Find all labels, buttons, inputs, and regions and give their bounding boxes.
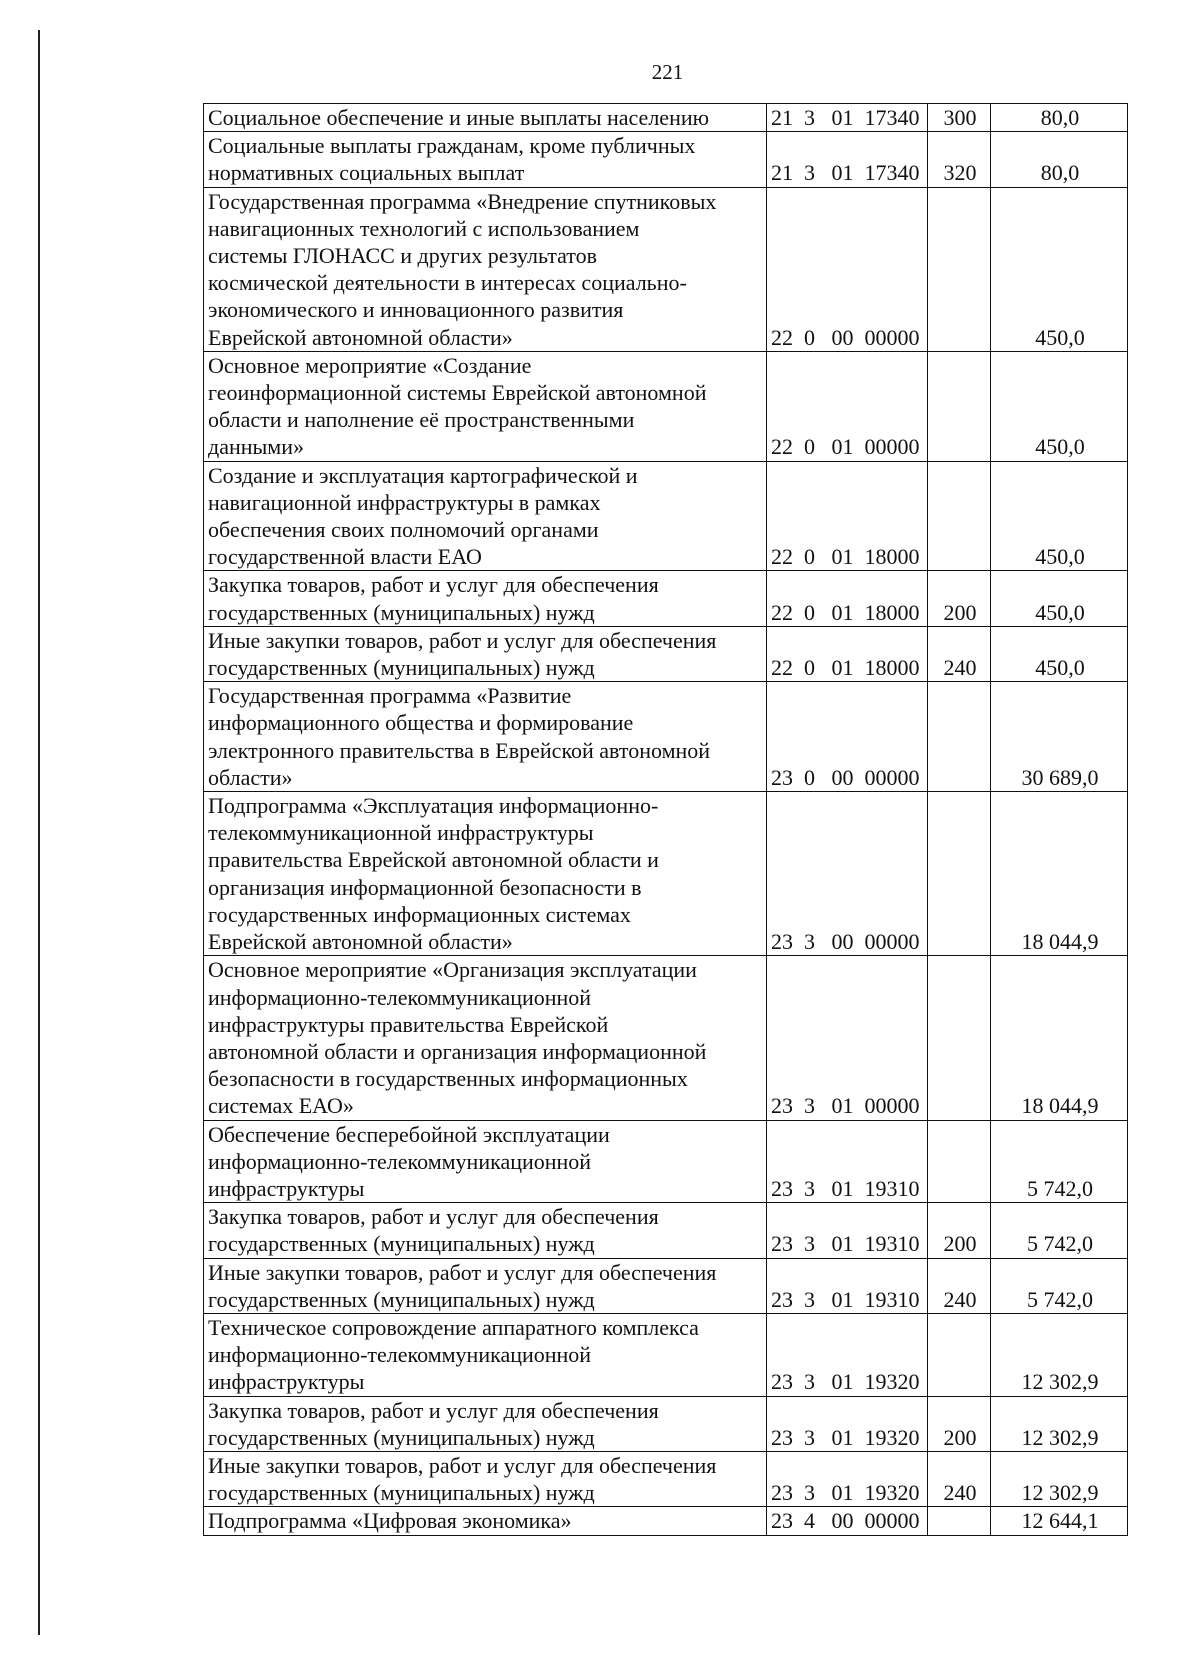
row-name-cell: Социальное обеспечение и иные выплаты населению (204, 104, 767, 132)
expense-type-code-cell: 200 (928, 571, 991, 626)
expense-type-code-cell: 200 (928, 1203, 991, 1258)
amount-cell: 5 742,0 (991, 1120, 1128, 1203)
amount-cell: 450,0 (991, 351, 1128, 461)
amount-cell: 12 302,9 (991, 1396, 1128, 1451)
target-article-code-cell: 23 4 00 00000 (767, 1507, 928, 1535)
target-article-code-cell: 21 3 01 17340 (767, 132, 928, 187)
amount-cell: 450,0 (991, 626, 1128, 681)
expense-type-code-cell: 320 (928, 132, 991, 187)
amount-cell: 80,0 (991, 104, 1128, 132)
amount-cell: 5 742,0 (991, 1258, 1128, 1313)
row-name-cell: Основное мероприятие «Организация эксплуатации информационно-телекоммуникационной инфраструктуры правительства Еврейской автономной области и организация информационной безопасности в государственных информационных системах ЕАО» (204, 956, 767, 1120)
page-number: 221 (651, 60, 684, 84)
table-row (204, 1396, 1128, 1451)
budget-table-body (204, 104, 1128, 1536)
row-name-cell: Создание и эксплуатация картографической и навигационной инфраструктуры в рамках обеспечения своих полномочий органами государственной власти ЕАО (204, 461, 767, 571)
target-article-code-cell: 22 0 01 00000 (767, 351, 928, 461)
amount-cell: 80,0 (991, 132, 1128, 187)
row-name-cell: Социальные выплаты гражданам, кроме публичных нормативных социальных выплат (204, 132, 767, 187)
table-row (204, 1258, 1128, 1313)
expense-type-code-cell (928, 956, 991, 1120)
expense-type-code-cell: 240 (928, 1258, 991, 1313)
expense-type-code-cell: 300 (928, 104, 991, 132)
amount-cell: 450,0 (991, 187, 1128, 351)
row-name-cell: Закупка товаров, работ и услуг для обеспечения государственных (муниципальных) нужд (204, 1396, 767, 1451)
row-name-cell: Государственная программа «Развитие информационного общества и формирование электронного правительства в Еврейской автономной области» (204, 682, 767, 792)
target-article-code-cell: 22 0 01 18000 (767, 571, 928, 626)
table-row (204, 626, 1128, 681)
table-row (204, 351, 1128, 461)
row-name-cell: Иные закупки товаров, работ и услуг для обеспечения государственных (муниципальных) нужд (204, 1258, 767, 1313)
row-name-cell: Техническое сопровождение аппаратного комплекса информационно-телекоммуникационной инфраструктуры (204, 1313, 767, 1396)
amount-cell: 12 302,9 (991, 1451, 1128, 1506)
table-row (204, 461, 1128, 571)
target-article-code-cell: 23 0 00 00000 (767, 682, 928, 792)
table-row (204, 187, 1128, 351)
row-name-cell: Подпрограмма «Эксплуатация информационно- телекоммуникационной инфраструктуры правительства Еврейской автономной области и организация информационной безопасности в государственных информационных системах Еврейской автономной области» (204, 792, 767, 956)
target-article-code-cell: 23 3 01 19320 (767, 1396, 928, 1451)
target-article-code-cell: 22 0 01 18000 (767, 626, 928, 681)
scan-margin-line (38, 30, 40, 1635)
table-row (204, 1451, 1128, 1506)
row-name-cell: Основное мероприятие «Создание геоинформационной системы Еврейской автономной области и наполнение её пространственными данными» (204, 351, 767, 461)
row-name-cell: Закупка товаров, работ и услуг для обеспечения государственных (муниципальных) нужд (204, 571, 767, 626)
target-article-code-cell: 23 3 01 19310 (767, 1203, 928, 1258)
table-row (204, 104, 1128, 132)
expense-type-code-cell (928, 682, 991, 792)
row-name-cell: Иные закупки товаров, работ и услуг для обеспечения государственных (муниципальных) нужд (204, 626, 767, 681)
table-row (204, 1120, 1128, 1203)
table-row (204, 792, 1128, 956)
table-row (204, 956, 1128, 1120)
row-name-cell: Государственная программа «Внедрение спутниковых навигационных технологий с использованием системы ГЛОНАСС и других результатов космической деятельности в интересах социально- экономического и инновационного развития Еврейской автономной области» (204, 187, 767, 351)
expense-type-code-cell (928, 351, 991, 461)
row-name-cell: Иные закупки товаров, работ и услуг для обеспечения государственных (муниципальных) нужд (204, 1451, 767, 1506)
target-article-code-cell: 23 3 00 00000 (767, 792, 928, 956)
row-name-cell: Обеспечение бесперебойной эксплуатации информационно-телекоммуникационной инфраструктуры (204, 1120, 767, 1203)
expense-type-code-cell (928, 792, 991, 956)
table-row (204, 682, 1128, 792)
row-name-cell: Закупка товаров, работ и услуг для обеспечения государственных (муниципальных) нужд (204, 1203, 767, 1258)
target-article-code-cell: 21 3 01 17340 (767, 104, 928, 132)
target-article-code-cell: 22 0 00 00000 (767, 187, 928, 351)
amount-cell: 12 644,1 (991, 1507, 1128, 1535)
expense-type-code-cell: 240 (928, 626, 991, 681)
amount-cell: 12 302,9 (991, 1313, 1128, 1396)
amount-cell: 18 044,9 (991, 956, 1128, 1120)
target-article-code-cell: 22 0 01 18000 (767, 461, 928, 571)
expense-type-code-cell (928, 1120, 991, 1203)
table-row (204, 1507, 1128, 1535)
row-name-cell: Подпрограмма «Цифровая экономика» (204, 1507, 767, 1535)
expense-type-code-cell (928, 1507, 991, 1535)
budget-table (203, 103, 1128, 1536)
amount-cell: 5 742,0 (991, 1203, 1128, 1258)
target-article-code-cell: 23 3 01 19310 (767, 1258, 928, 1313)
amount-cell: 18 044,9 (991, 792, 1128, 956)
expense-type-code-cell (928, 461, 991, 571)
target-article-code-cell: 23 3 01 19320 (767, 1313, 928, 1396)
target-article-code-cell: 23 3 01 00000 (767, 956, 928, 1120)
expense-type-code-cell (928, 187, 991, 351)
table-row (204, 132, 1128, 187)
expense-type-code-cell (928, 1313, 991, 1396)
amount-cell: 30 689,0 (991, 682, 1128, 792)
amount-cell: 450,0 (991, 571, 1128, 626)
table-row (204, 571, 1128, 626)
expense-type-code-cell: 240 (928, 1451, 991, 1506)
table-row (204, 1203, 1128, 1258)
amount-cell: 450,0 (991, 461, 1128, 571)
expense-type-code-cell: 200 (928, 1396, 991, 1451)
target-article-code-cell: 23 3 01 19310 (767, 1120, 928, 1203)
table-row (204, 1313, 1128, 1396)
target-article-code-cell: 23 3 01 19320 (767, 1451, 928, 1506)
